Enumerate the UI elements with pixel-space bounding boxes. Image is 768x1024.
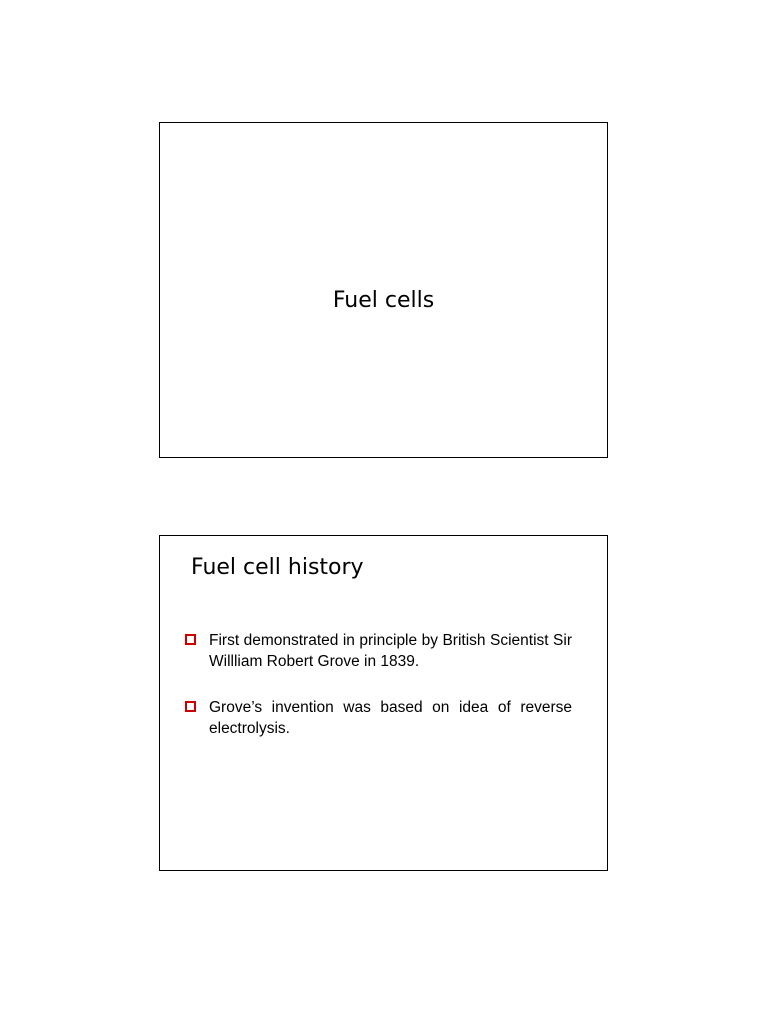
slide-title: Fuel cells xyxy=(332,288,435,313)
slide-title: Fuel cell history xyxy=(191,555,364,580)
title-slide xyxy=(159,122,608,458)
bullet-item xyxy=(184,697,572,739)
content-slide xyxy=(159,535,608,871)
hollow-square-icon xyxy=(185,701,196,712)
bullet-text: First demonstrated in principle by British Scientist Sir Willliam Robert Grove in 1839. xyxy=(209,632,572,670)
bullet-item xyxy=(184,630,572,672)
bullet-text: Grove’s invention was based on idea of reverse electrolysis. xyxy=(209,699,572,737)
bullet-list xyxy=(184,630,572,764)
hollow-square-icon xyxy=(185,634,196,645)
